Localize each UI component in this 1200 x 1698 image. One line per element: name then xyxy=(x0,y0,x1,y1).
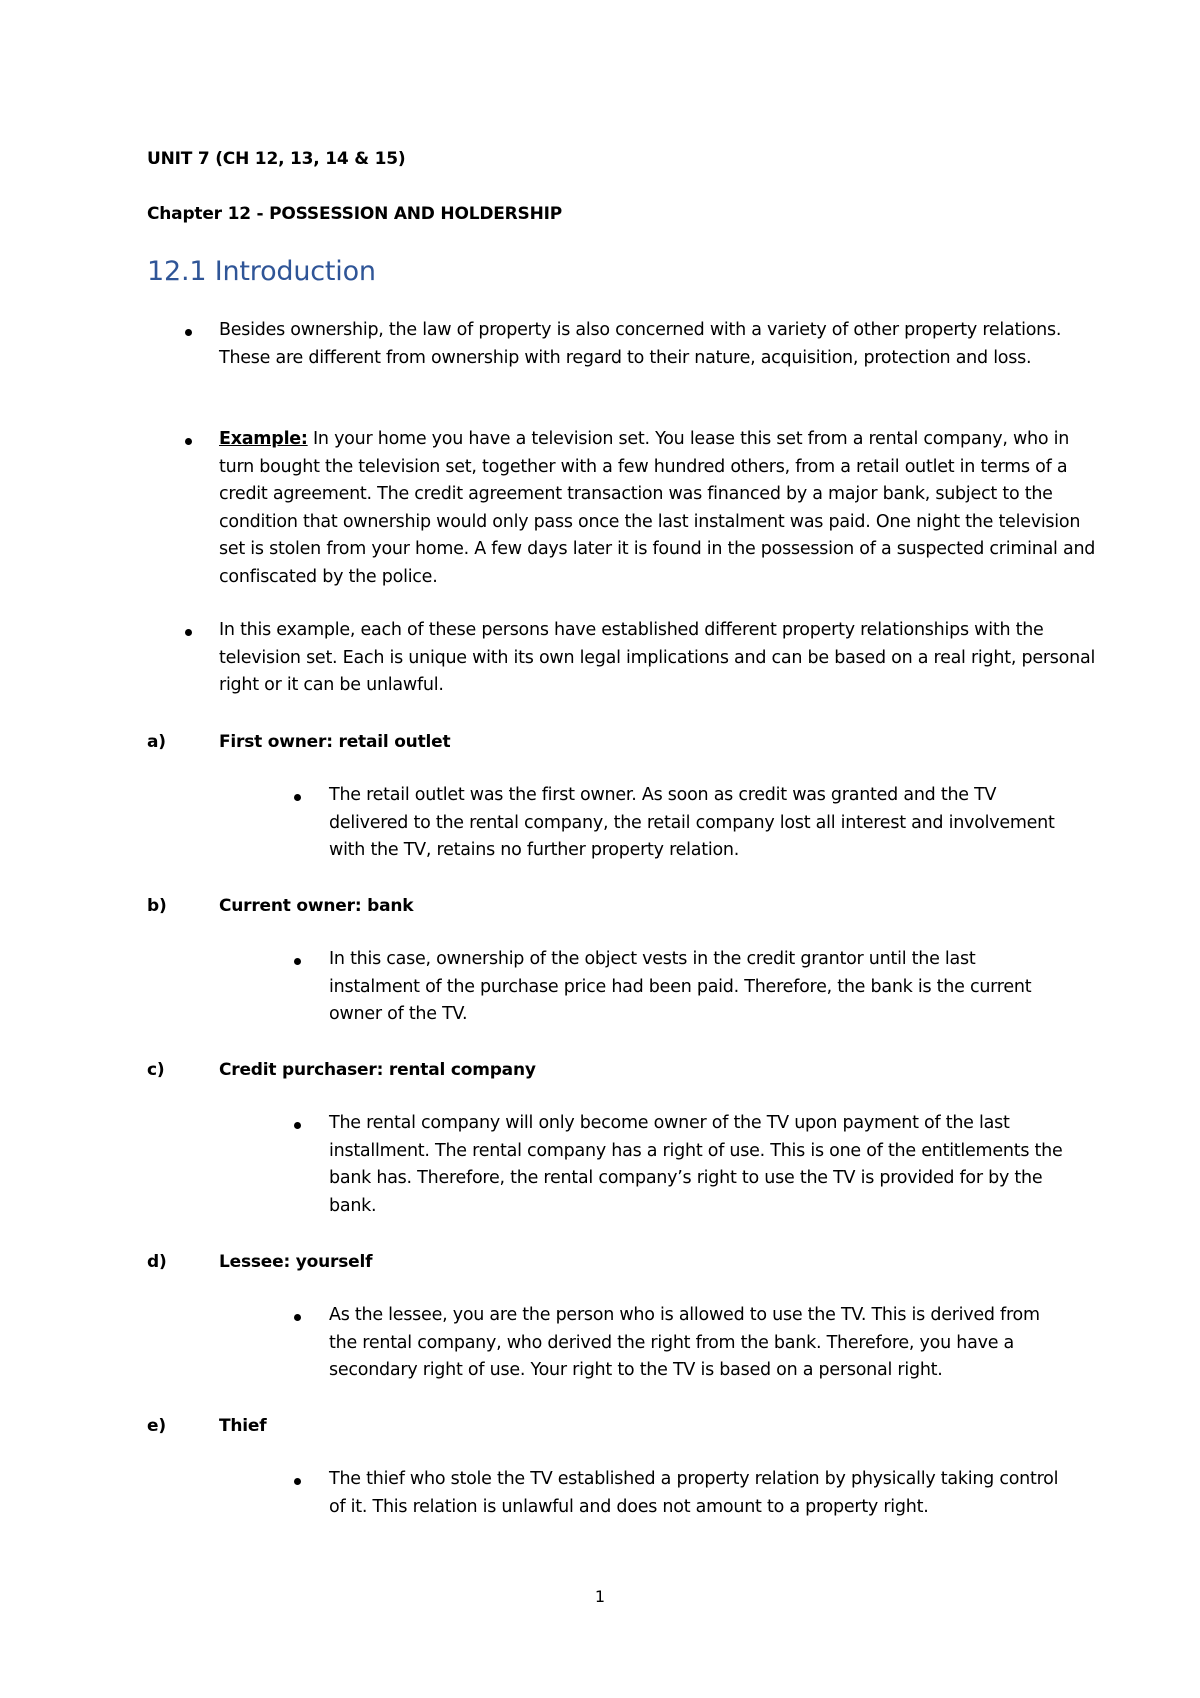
page-number: 1 xyxy=(594,1587,606,1606)
bullet-icon xyxy=(183,327,193,337)
section-heading: 12.1 Introduction xyxy=(147,256,376,287)
intro-paragraph-2 xyxy=(219,426,1099,591)
bullet-icon xyxy=(292,1476,302,1486)
subsection-text: The retail outlet was the first owner. As soon as credit was granted and the TV delivered to the rental company, the retail company lost all interest and involvement with the TV, retains no further property relation. xyxy=(329,785,1055,860)
subsection-title: Lessee: yourself xyxy=(219,1252,373,1272)
subsection-text: As the lessee, you are the person who is allowed to use the TV. This is derived from the rental company, who derived the right from the bank. Therefore, you have a secondary right of use. Your right to the TV is based on a personal right. xyxy=(329,1305,1040,1380)
subsection-title: Current owner: bank xyxy=(219,896,414,916)
subsection-letter: a) xyxy=(147,732,166,752)
bullet-icon xyxy=(292,792,302,802)
subsection-letter: d) xyxy=(147,1252,167,1272)
example-text: In your home you have a television set. You lease this set from a rental company, who in turn bought the television set, together with a few hundred others, from a retail outlet in terms of a credit agreement. The credit agreement transaction was financed by a major bank, subject to the condition that ownership would only pass once the last instalment was paid. One night the television set is stolen from your home. A few days later it is found in the possession of a suspected criminal and confiscated by the police. xyxy=(219,429,1096,587)
chapter-title: Chapter 12 - POSSESSION AND HOLDERSHIP xyxy=(147,204,563,224)
intro-paragraph-1: Besides ownership, the law of property is also concerned with a variety of other property relations. These are different from ownership with regard to their nature, acquisition, protection and loss. xyxy=(219,320,1062,368)
subsection-text: The rental company will only become owner of the TV upon payment of the last installment. The rental company has a right of use. This is one of the entitlements the bank has. Therefore, the rental company’s right to use the TV is provided for by the bank. xyxy=(329,1113,1063,1216)
subsection-title: Credit purchaser: rental company xyxy=(219,1060,536,1080)
subsection-text: In this case, ownership of the object vests in the credit grantor until the last instalment of the purchase price had been paid. Therefore, the bank is the current owner of the TV. xyxy=(329,949,1032,1024)
subsection-letter: b) xyxy=(147,896,167,916)
bullet-icon xyxy=(183,627,193,637)
intro-paragraph-3: In this example, each of these persons have established different property relationships with the television set. Each is unique with its own legal implications and can be based on a real right, personal right or it can be unlawful. xyxy=(219,620,1096,695)
subsection-title: Thief xyxy=(219,1416,267,1436)
bullet-icon xyxy=(292,1312,302,1322)
bullet-icon xyxy=(292,956,302,966)
subsection-text: The thief who stole the TV established a property relation by physically taking control of it. This relation is unlawful and does not amount to a property right. xyxy=(329,1469,1059,1517)
subsection-letter: e) xyxy=(147,1416,166,1436)
example-label: Example: xyxy=(219,429,308,449)
subsection-letter: c) xyxy=(147,1060,165,1080)
unit-title: UNIT 7 (CH 12, 13, 14 & 15) xyxy=(147,149,406,169)
subsection-title: First owner: retail outlet xyxy=(219,732,451,752)
bullet-icon xyxy=(183,436,193,446)
bullet-icon xyxy=(292,1120,302,1130)
